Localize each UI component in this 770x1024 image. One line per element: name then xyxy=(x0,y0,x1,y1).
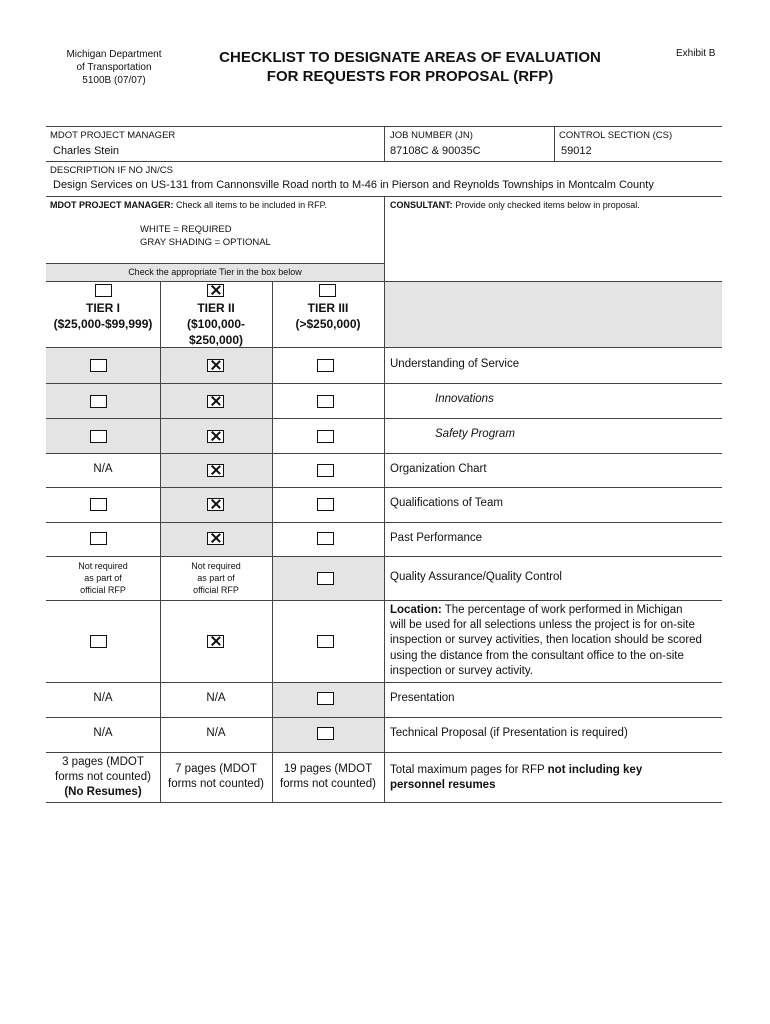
row-10-tier-3-checkbox[interactable] xyxy=(317,727,334,740)
tier-2-checkbox[interactable] xyxy=(207,284,224,297)
pages-t1-line-3: (No Resumes) xyxy=(64,786,142,798)
row-6-item: Past Performance xyxy=(390,532,483,544)
cs-value[interactable]: 59012 xyxy=(561,145,592,157)
tier-prompt: Check the appropriate Tier in the box below xyxy=(128,267,302,277)
row-1-tier-2-checkbox[interactable] xyxy=(207,359,224,372)
tier-2-range: ($100,000- xyxy=(186,317,246,331)
row-6-tier-3-checkbox[interactable] xyxy=(317,532,334,545)
row-5-item: Qualifications of Team xyxy=(390,497,503,509)
pages-tier-3 xyxy=(272,762,384,792)
white-legend: WHITE = REQUIRED xyxy=(140,224,232,235)
row-7-t1-line-2: as part of xyxy=(84,573,122,583)
title-line-2: FOR REQUESTS FOR PROPOSAL (RFP) xyxy=(266,68,554,85)
row-9-tier-2-na: N/A xyxy=(206,692,226,704)
row-6-tier-1-checkbox[interactable] xyxy=(90,532,107,545)
row-8-tier-2-checkbox[interactable] xyxy=(207,635,224,648)
header-desc-shade xyxy=(384,281,722,347)
row-7-tier-3-checkbox[interactable] xyxy=(317,572,334,585)
row-5-tier-3-checkbox[interactable] xyxy=(317,498,334,511)
row-2-tier-3-checkbox[interactable] xyxy=(317,395,334,408)
location-line-2: will be used for all selections unless the project is for on-site xyxy=(390,619,695,632)
pages-item-bold-1: not including key xyxy=(547,764,643,776)
row-1-item: Understanding of Service xyxy=(390,358,520,370)
title-line-1: CHECKLIST TO DESIGNATE AREAS OF EVALUATION xyxy=(219,49,601,66)
row-4-tier-3-checkbox[interactable] xyxy=(317,464,334,477)
location-line-3: inspection or survey activities, then location should be scored xyxy=(390,634,702,647)
exhibit-label: Exhibit B xyxy=(676,48,716,59)
row-7-t1-line-1: Not required xyxy=(78,561,128,571)
row-8-item xyxy=(390,603,722,679)
rows-1-3-shade xyxy=(46,347,272,453)
row-3-tier-2-checkbox[interactable] xyxy=(207,430,224,443)
row-7-t2-line-1: Not required xyxy=(191,561,241,571)
desc-label: DESCRIPTION IF NO JN/CS xyxy=(50,165,173,176)
form-number: 5100B (07/07) xyxy=(82,75,146,86)
row-8-tier-1-checkbox[interactable] xyxy=(90,635,107,648)
row-7-item: Quality Assurance/Quality Control xyxy=(390,571,562,583)
agency-block xyxy=(50,48,178,87)
location-label: Location: xyxy=(390,604,442,616)
desc-value[interactable]: Design Services on US-131 from Cannonsville Road north to M-46 in Pierson and Reynolds Townships in Montcalm County xyxy=(53,179,654,191)
tier-1-header xyxy=(46,300,160,332)
pm-instructions xyxy=(50,200,327,210)
row-10-tier-1-na: N/A xyxy=(93,727,113,739)
jn-label: JOB NUMBER (JN) xyxy=(390,130,473,141)
location-line-1: The percentage of work performed in Michigan xyxy=(444,604,683,616)
pages-tier-1 xyxy=(46,755,160,800)
tier-3-header xyxy=(272,300,384,332)
row-1-tier-1-checkbox[interactable] xyxy=(90,359,107,372)
location-line-5: inspection or survey activity. xyxy=(390,664,533,677)
pm-label: MDOT PROJECT MANAGER xyxy=(50,130,176,141)
agency-name: Michigan Department xyxy=(66,49,162,60)
row-5-tier-1-checkbox[interactable] xyxy=(90,498,107,511)
row-2-tier-1-checkbox[interactable] xyxy=(90,395,107,408)
pm-instr-text: Check all items to be included in RFP. xyxy=(176,200,327,210)
consultant-instr-text: Provide only checked items below in proposal. xyxy=(455,200,640,210)
form-title xyxy=(190,48,630,86)
pm-instr-bold: MDOT PROJECT MANAGER: xyxy=(50,200,174,210)
row-7-t2-line-3: official RFP xyxy=(193,585,239,595)
tier-3-range: (>$250,000) xyxy=(295,317,361,331)
consultant-instructions xyxy=(390,200,640,210)
row-9-tier-3-checkbox[interactable] xyxy=(317,692,334,705)
pages-t3-line-1: 19 pages (MDOT xyxy=(283,763,373,775)
tier-3-name: TIER III xyxy=(307,301,349,315)
tier-2-name: TIER II xyxy=(197,301,235,315)
cs-label: CONTROL SECTION (CS) xyxy=(559,130,673,141)
jn-value[interactable]: 87108C & 90035C xyxy=(390,145,481,157)
row-4-item: Organization Chart xyxy=(390,463,487,475)
row-3-tier-3-checkbox[interactable] xyxy=(317,430,334,443)
agency-name-2: of Transportation xyxy=(76,62,152,73)
pages-t1-line-2: forms not counted) xyxy=(55,771,151,783)
tier-1-name: TIER I xyxy=(85,301,120,315)
location-line-4: using the distance from the consultant office to the on-site xyxy=(390,649,684,662)
pm-value[interactable]: Charles Stein xyxy=(53,145,120,157)
row-3-item: Safety Program xyxy=(435,428,515,440)
pages-item-plain: Total maximum pages for RFP xyxy=(390,764,545,776)
tier-1-checkbox[interactable] xyxy=(95,284,112,297)
row-1-tier-3-checkbox[interactable] xyxy=(317,359,334,372)
tier-1-range: ($25,000-$99,999) xyxy=(53,317,153,331)
row-3-tier-1-checkbox[interactable] xyxy=(90,430,107,443)
gray-legend: GRAY SHADING = OPTIONAL xyxy=(140,237,271,248)
row-4-tier-1-na: N/A xyxy=(93,463,113,475)
pages-item xyxy=(390,763,642,793)
row-5-tier-2-checkbox[interactable] xyxy=(207,498,224,511)
tier-2-header xyxy=(160,300,272,348)
row-8-tier-3-checkbox[interactable] xyxy=(317,635,334,648)
pages-tier-2 xyxy=(160,762,272,792)
row-9-tier-1-na: N/A xyxy=(93,692,113,704)
row-6-tier-2-checkbox[interactable] xyxy=(207,532,224,545)
tier-3-checkbox[interactable] xyxy=(319,284,336,297)
row-7-tier-2-note xyxy=(160,560,272,596)
pages-t2-line-1: 7 pages (MDOT xyxy=(175,763,257,775)
row-10-tier-2-na: N/A xyxy=(206,727,226,739)
row-7-t2-line-2: as part of xyxy=(197,573,235,583)
row-7-t1-line-3: official RFP xyxy=(80,585,126,595)
row-10-item: Technical Proposal (if Presentation is required) xyxy=(390,727,628,739)
tier-2-range-2: $250,000) xyxy=(188,333,244,347)
row-4-tier-2-checkbox[interactable] xyxy=(207,464,224,477)
row-9-item: Presentation xyxy=(390,692,455,704)
pages-t2-line-2: forms not counted) xyxy=(168,778,264,790)
pages-item-bold-2: personnel resumes xyxy=(390,779,496,791)
pages-t1-line-1: 3 pages (MDOT xyxy=(62,756,144,768)
row-2-tier-2-checkbox[interactable] xyxy=(207,395,224,408)
consultant-instr-bold: CONSULTANT: xyxy=(390,200,453,210)
row-7-tier-1-note xyxy=(46,560,160,596)
row-2-item: Innovations xyxy=(435,393,494,405)
pages-t3-line-2: forms not counted) xyxy=(280,778,376,790)
